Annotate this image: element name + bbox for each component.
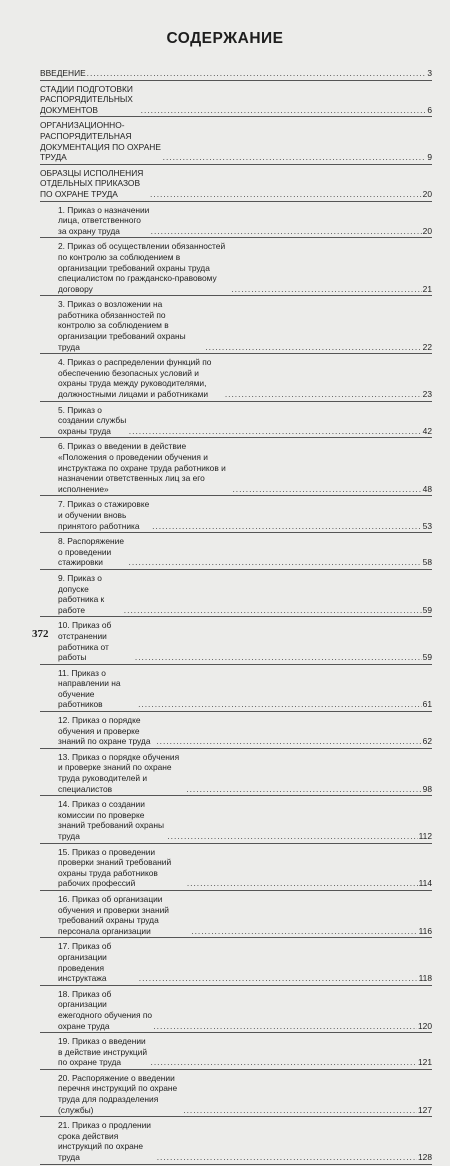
toc-entry-page: 53: [422, 520, 432, 531]
toc-entry-title: 13. Приказ о порядке обучения и проверке знаний по охране труда руководителей и специалистов: [58, 751, 180, 794]
toc-entry-title: 21. Приказ о продлении срока действия инструкций по охране труда: [58, 1120, 151, 1163]
dot-leader: [124, 605, 422, 616]
dot-leader: [141, 105, 427, 116]
toc-entry-title: ОБРАЗЦЫ ИСПОЛНЕНИЯ ОТДЕЛЬНЫХ ПРИКАЗОВ ПО ОХРАНЕ ТРУДА: [40, 167, 144, 199]
dot-leader: [232, 484, 421, 495]
toc-entry-page: 127: [418, 1104, 432, 1115]
toc-entry-title: СТАДИИ ПОДГОТОВКИ РАСПОРЯДИТЕЛЬНЫХ ДОКУМЕНТОВ: [40, 83, 133, 115]
dot-leader: [156, 736, 421, 747]
toc-entry-page: 9: [427, 152, 432, 163]
toc-entry-page: 59: [422, 652, 432, 663]
toc-entry-page: 48: [422, 483, 432, 494]
toc-item-entry: [40, 203, 432, 239]
dot-leader: [151, 226, 422, 237]
toc-entry-page: 116: [418, 925, 432, 936]
toc-section-entry: [40, 118, 432, 164]
toc-item-entry: [40, 534, 432, 570]
toc-entry-page: 128: [418, 1152, 432, 1163]
toc-entry-title: 6. Приказ о введении в действие «Положения о проведении обучения и инструктажа по охране труда работников и назначении ответственных лиц за его исполнение»: [58, 441, 226, 494]
toc-item-entry: [40, 403, 432, 439]
toc-item-entry: [40, 892, 432, 938]
toc-entry-title: ОРГАНИЗАЦИОННО-РАСПОРЯДИТЕЛЬНАЯ ДОКУМЕНТАЦИЯ ПО ОХРАНЕ ТРУДА: [40, 120, 161, 163]
dot-leader: [183, 1105, 417, 1116]
dot-leader: [186, 784, 421, 795]
toc-entry-page: 3: [427, 68, 432, 78]
toc-item-entry: [40, 439, 432, 496]
toc-entry-title: 16. Приказ об организации обучения и проверки знаний требований охраны труда персонала организации: [58, 893, 169, 936]
dot-leader: [150, 189, 422, 200]
toc-entry-title: 11. Приказ о направлении на обучение работников: [58, 667, 121, 710]
toc-item-entry: [40, 1034, 432, 1070]
toc-section-entry: [40, 66, 432, 81]
toc-item-entry: [40, 987, 432, 1033]
toc-entry-title: 15. Приказ о проведении проверки знаний требований охраны труда работников рабочих профессий: [58, 846, 172, 889]
table-of-contents: [40, 66, 432, 1166]
toc-entry-page: 42: [422, 425, 432, 436]
toc-entry-page: 22: [422, 341, 432, 352]
toc-item-entry: [40, 797, 432, 843]
dot-leader: [167, 831, 417, 842]
toc-entry-title: 12. Приказ о порядке обучения и проверке знаний по охране труда: [58, 715, 151, 747]
toc-entry-title: ВВЕДЕНИЕ: [40, 68, 86, 78]
dot-leader: [135, 652, 422, 663]
dot-leader: [187, 878, 418, 889]
toc-entry-title: 20. Распоряжение о введении перечня инструкций по охране труда для подразделения (службы): [58, 1072, 178, 1115]
toc-entry-title: 3. Приказ о возложении на работника обязанностей по контролю за соблюдением в организации требований охраны труда: [58, 299, 186, 352]
toc-entry-page: 20: [422, 225, 432, 236]
dot-leader: [152, 521, 422, 532]
toc-entry-title: 8. Распоряжение о проведении стажировки: [58, 536, 124, 568]
toc-entry-title: 5. Приказ о создании службы охраны труда: [58, 404, 127, 436]
toc-item-entry: [40, 713, 432, 749]
dot-leader: [205, 342, 421, 353]
toc-item-entry: [40, 1118, 432, 1164]
toc-entry-page: 114: [418, 878, 432, 889]
toc-item-entry: [40, 750, 432, 796]
dot-leader: [157, 1152, 417, 1163]
toc-entry-page: 118: [418, 973, 432, 984]
toc-entry-title: 7. Приказ о стажировке и обучении вновь принятого работника: [58, 499, 150, 531]
dot-leader: [231, 284, 421, 295]
toc-item-entry: [40, 1071, 432, 1117]
toc-item-entry: [40, 571, 432, 617]
toc-entry-page: 61: [422, 699, 432, 710]
toc-entry-page: 120: [418, 1020, 432, 1031]
dot-leader: [225, 389, 422, 400]
dot-leader: [191, 926, 417, 937]
toc-entry-page: 98: [422, 783, 432, 794]
dot-leader: [138, 699, 422, 710]
toc-entry-title: 17. Приказ об организации проведения инструктажа: [58, 941, 112, 984]
dot-leader: [151, 1057, 418, 1068]
toc-item-entry: [40, 845, 432, 891]
dot-leader: [129, 426, 422, 437]
toc-entry-page: 6: [427, 104, 432, 115]
toc-entry-title: 18. Приказ об организации ежегодного обучения по охране труда: [58, 988, 153, 1031]
toc-entry-title: 9. Приказ о допуске работника к работе: [58, 572, 105, 615]
toc-entry-title: 10. Приказ об отстранении работника от работы: [58, 620, 112, 663]
toc-entry-title: 4. Приказ о распределении функций по обеспечению безопасных условий и охраны труда между руководителями, должностными лицами и работниками: [58, 357, 212, 400]
toc-item-entry: [40, 355, 432, 401]
toc-entry-title: 19. Приказ о введении в действие инструкций по охране труда: [58, 1036, 148, 1068]
toc-entry-title: 14. Приказ о создании комиссии по проверке знаний требований охраны труда: [58, 799, 164, 841]
toc-entry-page: 23: [422, 389, 432, 400]
toc-item-entry: [40, 239, 432, 296]
dot-leader: [87, 68, 427, 79]
page-number: 372: [32, 628, 49, 640]
dot-leader: [129, 557, 422, 568]
toc-entry-page: 21: [422, 283, 432, 294]
dot-leader: [163, 152, 427, 163]
toc-item-entry: [40, 666, 432, 712]
toc-entry-title: 2. Приказ об осуществлении обязанностей по контролю за соблюдением в организации требований охраны труда специалистом по гражданско-правовому договору: [58, 241, 226, 294]
dot-leader: [139, 973, 418, 984]
toc-item-entry: [40, 497, 432, 533]
toc-entry-page: 59: [422, 604, 432, 615]
dot-leader: [153, 1021, 417, 1032]
toc-section-entry: [40, 166, 432, 202]
toc-entry-page: 20: [422, 188, 432, 199]
page-title: СОДЕРЖАНИЕ: [166, 30, 284, 47]
toc-entry-page: 112: [418, 831, 432, 841]
toc-section-entry: [40, 82, 432, 118]
toc-entry-page: 58: [422, 557, 432, 568]
toc-item-entry: [40, 297, 432, 354]
toc-entry-title: 1. Приказ о назначении лица, ответственного за охрану труда: [58, 204, 150, 236]
toc-item-entry: [40, 939, 432, 985]
toc-entry-page: 121: [418, 1057, 432, 1068]
toc-item-entry: [40, 618, 432, 664]
toc-entry-page: 62: [422, 736, 432, 747]
